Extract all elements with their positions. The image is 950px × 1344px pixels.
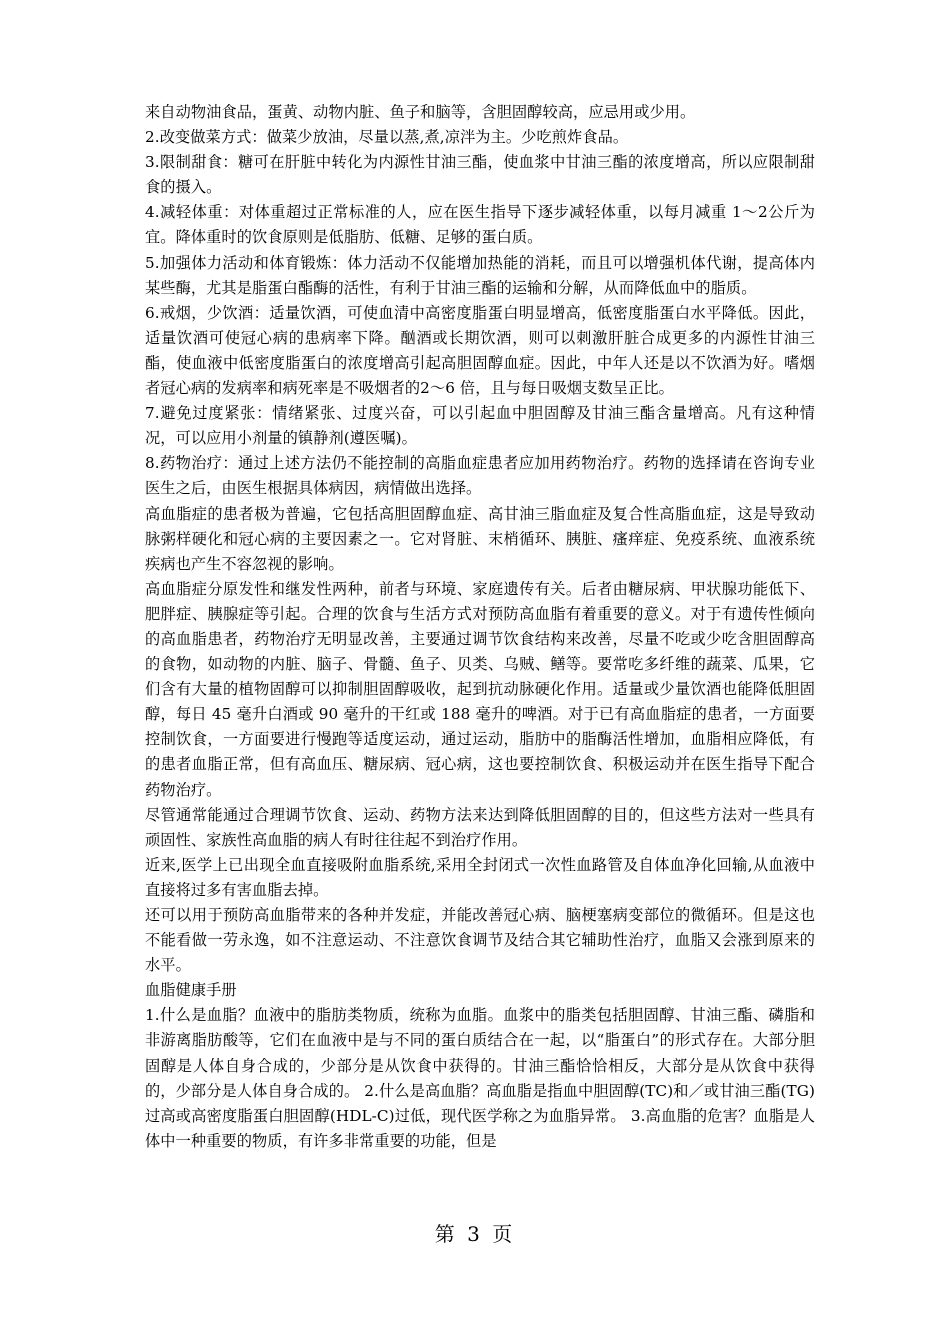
- paragraph: 8.药物治疗：通过上述方法仍不能控制的高脂血症患者应加用药物治疗。药物的选择请在咨询专业医生之后，由医生根据具体病因，病情做出选择。: [145, 454, 815, 498]
- paragraph: 5.加强体力活动和体育锻炼：体力活动不仅能增加热能的消耗，而且可以增强机体代谢，提高体内某些酶，尤其是脂蛋白酯酶的活性，有利于甘油三酯的运输和分解，从而降低血中的脂质。: [145, 253, 815, 297]
- page-number: 第 3 页: [434, 1222, 516, 1246]
- paragraph: 近来,医学上已出现全血直接吸附血脂系统,采用全封闭式一次性血路管及自体血净化回输,从血液中直接将过多有害血脂去掉。: [145, 855, 815, 899]
- paragraph: 1.什么是血脂？血液中的脂肪类物质，统称为血脂。血浆中的脂类包括胆固醇、甘油三酯、磷脂和非游离脂肪酸等，它们在血液中是与不同的蛋白质结合在一起，以“脂蛋白”的形式存在。大部分胆固醇是人体自身合成的，少部分是从饮食中获得的。甘油三酯恰恰相反，大部分是从饮食中获得的，少部分是人体自身合成的。 2.什么是高血脂？高血脂是指血中胆固醇(TC)和／或甘油三酯(TG)过高或高密度脂蛋白胆固醇(HDL-C)过低，现代医学称之为血脂异常。 3.高血脂的危害？血脂是人体中一种重要的物质，有许多非常重要的功能，但是: [145, 1006, 815, 1150]
- paragraph: 来自动物油食品，蛋黄、动物内脏、鱼子和脑等，含胆固醇较高，应忌用或少用。: [145, 103, 696, 121]
- paragraph: 7.避免过度紧张：情绪紧张、过度兴奋，可以引起血中胆固醇及甘油三酯含量增高。凡有这种情况，可以应用小剂量的镇静剂(遵医嘱)。: [145, 404, 815, 448]
- paragraph: 4.减轻体重：对体重超过正常标准的人，应在医生指导下逐步减轻体重，以每月减重 1～2公斤为宜。降体重时的饮食原则是低脂肪、低糖、足够的蛋白质。: [145, 203, 815, 247]
- paragraph: 尽管通常能通过合理调节饮食、运动、药物方法来达到降低胆固醇的目的，但这些方法对一些具有顽固性、家族性高血脂的病人有时往往起不到治疗作用。: [145, 805, 815, 849]
- paragraph: 还可以用于预防高血脂带来的各种并发症，并能改善冠心病、脑梗塞病变部位的微循环。但是这也不能看做一劳永逸，如不注意运动、不注意饮食调节及结合其它辅助性治疗，血脂又会涨到原来的水平。: [145, 906, 815, 975]
- paragraph: 3.限制甜食：糖可在肝脏中转化为内源性甘油三酯，使血浆中甘油三酯的浓度增高，所以应限制甜食的摄入。: [145, 153, 815, 197]
- body-text: [145, 100, 815, 1154]
- paragraph: 高血脂症的患者极为普遍，它包括高胆固醇血症、高甘油三脂血症及复合性高脂血症，这是导致动脉粥样硬化和冠心病的主要因素之一。它对肾脏、末梢循环、胰脏、瘙痒症、免疫系统、血液系统疾病也产生不容忽视的影响。: [145, 504, 815, 573]
- section-heading: 血脂健康手册: [145, 981, 237, 1000]
- paragraph: 高血脂症分原发性和继发性两种，前者与环境、家庭遗传有关。后者由糖尿病、甲状腺功能低下、肥胖症、胰腺症等引起。合理的饮食与生活方式对预防高血脂有着重要的意义。对于有遗传性倾向的高血脂患者，药物治疗无明显改善，主要通过调节饮食结构来改善，尽量不吃或少吃含胆固醇高的食物，如动物的内脏、脑子、骨髓、鱼子、贝类、乌贼、鳝等。要常吃多纤维的蔬菜、瓜果，它们含有大量的植物固醇可以抑制胆固醇吸收，起到抗动脉硬化作用。适量或少量饮酒也能降低胆固醇，每日 45 毫升白酒或 90 毫升的干红或 188 毫升的啤酒。对于已有高血脂症的患者，一方面要控制饮食，一方面要进行慢跑等适度运动，通过运动，脂肪中的脂酶活性增加，血脂相应降低，有的患者血脂正常，但有高血压、糖尿病、冠心病，这也要控制饮食、积极运动并在医生指导下配合药物治疗。: [145, 579, 815, 799]
- paragraph: 6.戒烟，少饮酒：适量饮酒，可使血清中高密度脂蛋白明显增高，低密度脂蛋白水平降低。因此，适量饮酒可使冠心病的患病率下降。酗酒或长期饮酒，则可以刺激肝脏合成更多的内源性甘油三酯，使血液中低密度脂蛋白的浓度增高引起高胆固醇血症。因此，中年人还是以不饮酒为好。嗜烟者冠心病的发病率和病死率是不吸烟者的2～6 倍，且与每日吸烟支数呈正比。: [145, 303, 815, 398]
- paragraph: 2.改变做菜方式：做菜少放油，尽量以蒸,煮,凉泮为主。少吃煎炸食品。: [145, 128, 629, 147]
